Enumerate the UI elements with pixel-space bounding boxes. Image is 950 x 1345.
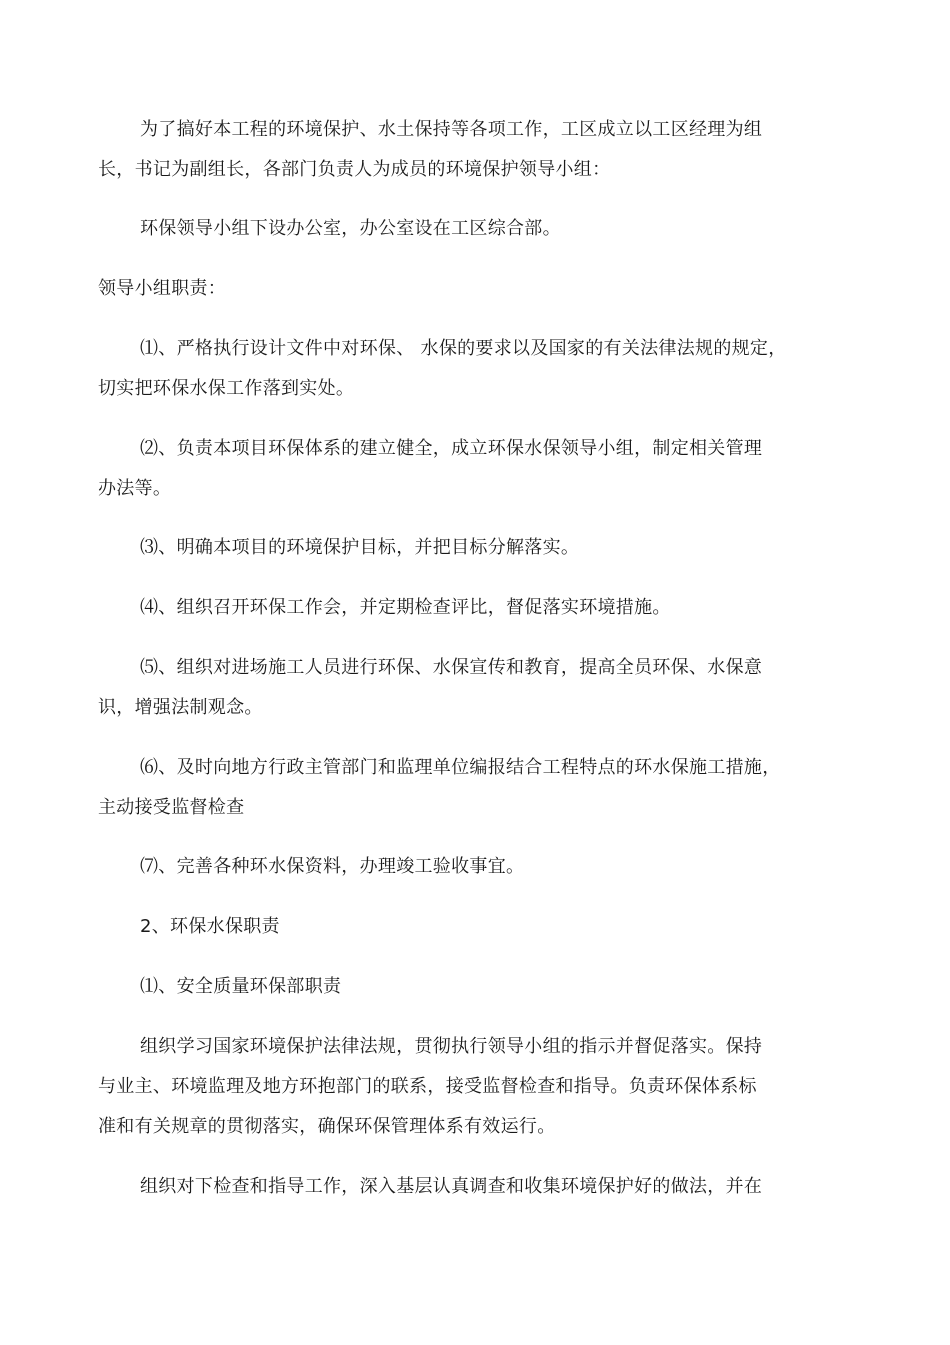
item-2-line-1: ⑵、负责本项目环保体系的建立健全，成立环保水保领导小组，制定相关管理 xyxy=(140,438,763,459)
item-1-line-2: 切实把环保水保工作落到实处。 xyxy=(98,378,355,399)
item-5-line-1: ⑸、组织对进场施工人员进行环保、水保宣传和教育，提高全员环保、水保意 xyxy=(140,657,763,678)
section-heading-2: 2、环保水保职责 xyxy=(140,916,280,937)
paragraph-4-line-1: 组织对下检查和指导工作，深入基层认真调查和收集环境保护好的做法，并在 xyxy=(140,1176,763,1197)
paragraph-3-line-1: 组织学习国家环境保护法律法规，贯彻执行领导小组的指示并督促落实。保持 xyxy=(140,1036,763,1057)
item-6-line-2: 主动接受监督检查 xyxy=(98,797,245,818)
paragraph-3-line-3: 准和有关规章的贯彻落实，确保环保管理体系有效运行。 xyxy=(98,1116,556,1137)
item-3: ⑶、明确本项目的环境保护目标，并把目标分解落实。 xyxy=(140,537,580,558)
subsection-heading-1: ⑴、安全质量环保部职责 xyxy=(140,976,342,997)
item-1-line-1: ⑴、严格执行设计文件中对环保、 水保的要求以及国家的有关法律法规的规定， xyxy=(140,338,787,359)
item-4: ⑷、组织召开环保工作会，并定期检查评比，督促落实环境措施。 xyxy=(140,597,671,618)
paragraph-1-line-2: 长，书记为副组长，各部门负责人为成员的环境保护领导小组： xyxy=(98,159,611,180)
item-6-line-1: ⑹、及时向地方行政主管部门和监理单位编报结合工程特点的环水保施工措施， xyxy=(140,757,781,778)
item-7: ⑺、完善各种环水保资料，办理竣工验收事宜。 xyxy=(140,856,525,877)
paragraph-2-line-1: 环保领导小组下设办公室，办公室设在工区综合部。 xyxy=(140,218,561,239)
paragraph-3-line-2: 与业主、环境监理及地方环抱部门的联系，接受监督检查和指导。负责环保体系标 xyxy=(98,1076,757,1097)
item-2-line-2: 办法等。 xyxy=(98,478,172,499)
section-heading-responsibilities: 领导小组职责： xyxy=(98,278,227,299)
item-5-line-2: 识，增强法制观念。 xyxy=(98,697,263,718)
paragraph-1-line-1: 为了搞好本工程的环境保护、水土保持等各项工作，工区成立以工区经理为组 xyxy=(140,119,763,140)
